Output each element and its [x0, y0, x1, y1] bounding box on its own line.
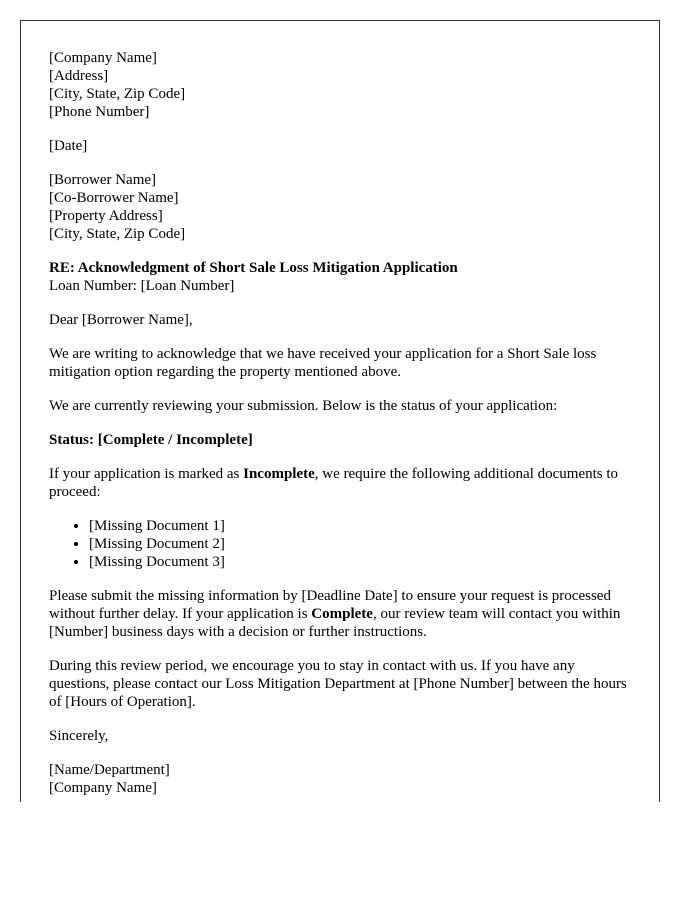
- complete-bold: Complete: [311, 606, 373, 622]
- loan-number: Loan Number: [Loan Number]: [49, 278, 235, 294]
- paragraph-deadline: [49, 587, 631, 641]
- recipient-borrower: [Borrower Name]: [49, 172, 157, 188]
- text: , our review team will contact you within [Number] business days with a decision or further instructions.: [49, 606, 621, 640]
- sender-city: [City, State, Zip Code]: [49, 86, 186, 102]
- recipient-co-borrower: [Co-Borrower Name]: [49, 190, 179, 206]
- status-text: Status: [Complete / Incomplete]: [49, 432, 253, 448]
- list-item: • [Missing Document 3]: [89, 553, 631, 571]
- sender-address: [Address]: [49, 68, 109, 84]
- paragraph-acknowledgment: We are writing to acknowledge that we have received your application for a Short Sale loss mitigation option regarding the property mentioned above.: [49, 346, 597, 380]
- text: , we require the following additional documents to proceed:: [49, 466, 619, 500]
- list-item: • [Missing Document 1]: [89, 517, 631, 535]
- paragraph-incomplete: [49, 465, 631, 501]
- paragraph-reviewing: We are currently reviewing your submission. Below is the status of your application:: [49, 398, 558, 414]
- letter-page: [20, 20, 660, 802]
- subject-line: RE: Acknowledgment of Short Sale Loss Mitigation Application: [49, 260, 458, 276]
- incomplete-bold: Incomplete: [243, 466, 315, 482]
- letter-date: [Date]: [49, 138, 88, 154]
- sender-phone: [Phone Number]: [49, 104, 150, 120]
- status-line: [49, 431, 631, 449]
- closing: Sincerely,: [49, 728, 109, 744]
- recipient-block: [49, 171, 631, 243]
- missing-documents-list: [49, 517, 631, 571]
- recipient-property: [Property Address]: [49, 208, 163, 224]
- text: Please submit the missing information by [Deadline Date] to ensure your request is processed without further delay. If your application is: [49, 588, 611, 622]
- signature-block: [49, 761, 631, 797]
- sender-company: [Company Name]: [49, 50, 157, 66]
- signature-company: [Company Name]: [49, 780, 157, 796]
- recipient-city: [City, State, Zip Code]: [49, 226, 186, 242]
- sender-block: [49, 49, 631, 121]
- salutation: Dear [Borrower Name],: [49, 312, 193, 328]
- text: If your application is marked as: [49, 466, 244, 482]
- signature-name: [Name/Department]: [49, 762, 170, 778]
- subject-block: [49, 259, 631, 295]
- list-item: • [Missing Document 2]: [89, 535, 631, 553]
- paragraph-contact: During this review period, we encourage you to stay in contact with us. If you have any questions, please contact our Loss Mitigation Department at [Phone Number] between the hours of [Hours of Operation].: [49, 658, 627, 710]
